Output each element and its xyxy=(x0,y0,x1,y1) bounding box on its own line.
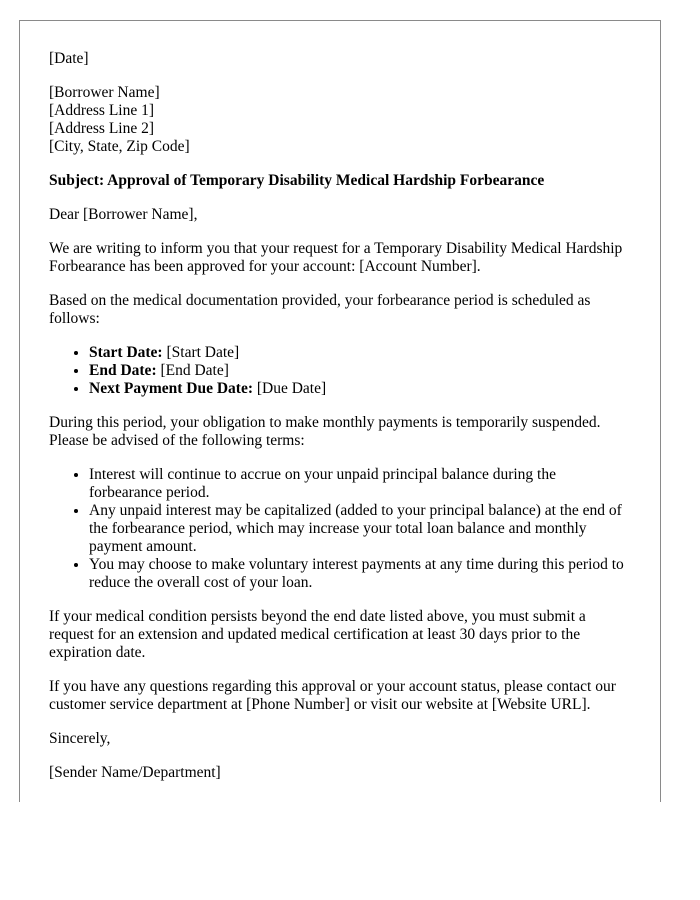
address-line: [Address Line 1] xyxy=(49,102,155,119)
schedule-item xyxy=(89,344,631,362)
signature: [Sender Name/Department] xyxy=(49,764,221,781)
closing: Sincerely, xyxy=(49,730,111,747)
letter-subject: Subject: Approval of Temporary Disability Medical Hardship Forbearance xyxy=(49,172,545,189)
address-line: [Address Line 2] xyxy=(49,120,155,137)
address-line: [City, State, Zip Code] xyxy=(49,138,190,155)
schedule-list xyxy=(49,344,631,398)
paragraph-contact: If you have any questions regarding this approval or your account status, please contact our customer service department at [Phone Number] or visit our website at [Website URL]. xyxy=(49,678,616,713)
letter-date: [Date] xyxy=(49,50,89,67)
schedule-value: [End Date] xyxy=(156,362,229,379)
letter-page xyxy=(19,20,661,802)
schedule-value: [Due Date] xyxy=(253,380,327,397)
schedule-label: Next Payment Due Date: xyxy=(89,380,253,397)
paragraph-extension: If your medical condition persists beyond the end date listed above, you must submit a request for an extension and updated medical certification at least 30 days prior to the expiration date. xyxy=(49,608,586,661)
schedule-item xyxy=(89,380,631,398)
term-item: • Any unpaid interest may be capitalized (added to your principal balance) at the end of the forbearance period, which may increase your total loan balance and monthly payment amount. xyxy=(89,502,631,556)
schedule-item xyxy=(89,362,631,380)
terms-list xyxy=(49,466,631,592)
schedule-value: [Start Date] xyxy=(162,344,240,361)
paragraph-terms-intro: During this period, your obligation to make monthly payments is temporarily suspended. Please be advised of the following terms: xyxy=(49,414,601,449)
address-line: [Borrower Name] xyxy=(49,84,160,101)
schedule-label: Start Date: xyxy=(89,344,163,361)
paragraph-schedule-intro: Based on the medical documentation provided, your forbearance period is scheduled as follows: xyxy=(49,292,591,327)
term-item: • You may choose to make voluntary interest payments at any time during this period to reduce the overall cost of your loan. xyxy=(89,556,631,592)
schedule-label: End Date: xyxy=(89,362,157,379)
paragraph-approval: We are writing to inform you that your request for a Temporary Disability Medical Hardship Forbearance has been approved for your account: [Account Number]. xyxy=(49,240,623,275)
salutation: Dear [Borrower Name], xyxy=(49,206,198,223)
term-item: • Interest will continue to accrue on your unpaid principal balance during the forbearance period. xyxy=(89,466,631,502)
recipient-address xyxy=(49,84,631,156)
